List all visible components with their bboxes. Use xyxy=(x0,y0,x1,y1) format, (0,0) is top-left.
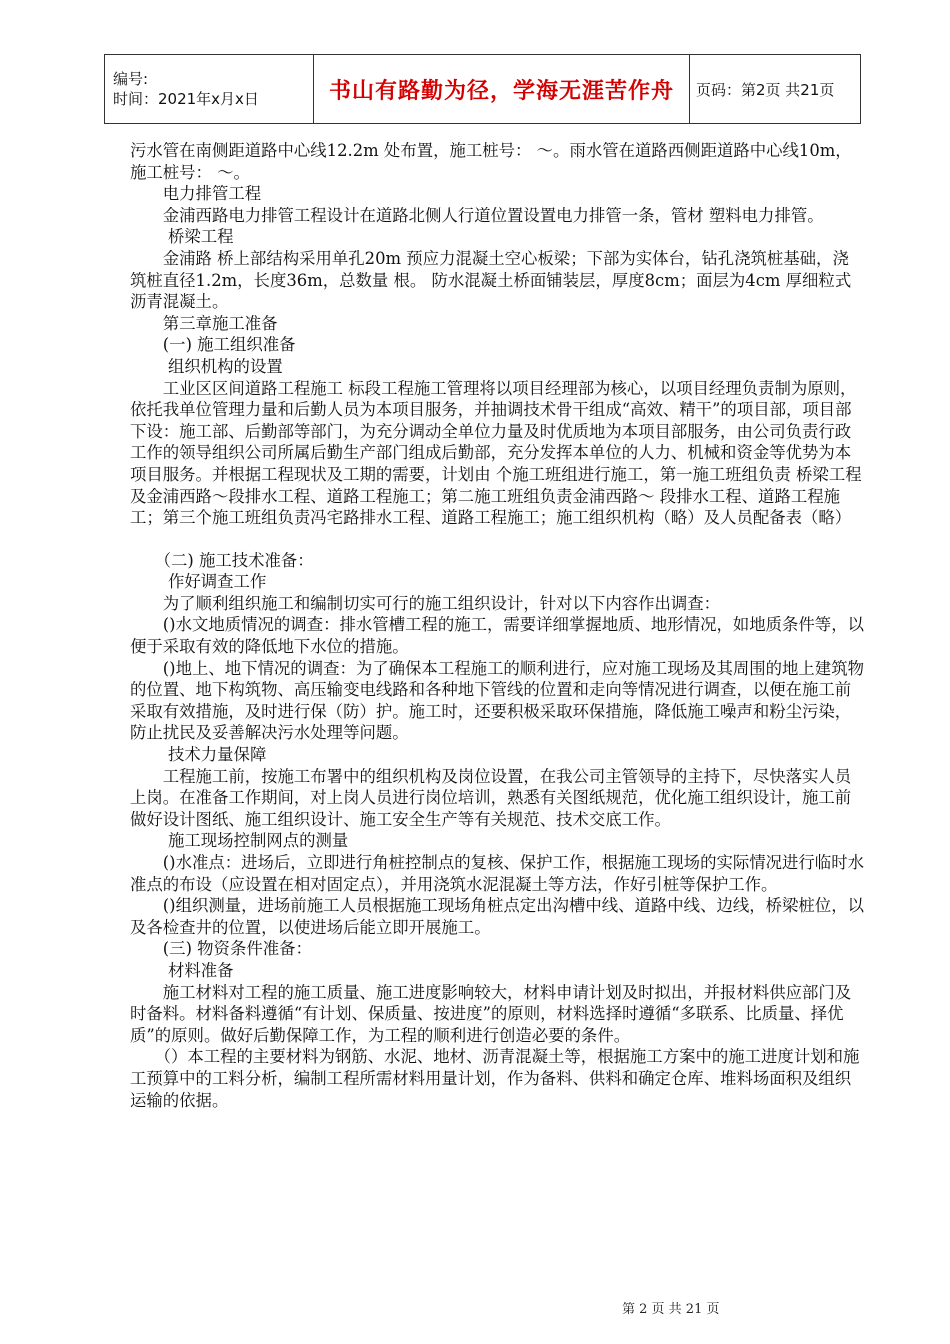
paragraph: 金浦西路电力排管工程设计在道路北侧人行道位置设置电力排管一条，管材 塑料电力排管。 xyxy=(130,205,824,225)
section-heading: 作好调查工作 xyxy=(130,572,267,592)
header-motto: 书山有路勤为径，学海无涯苦作舟 xyxy=(314,55,690,124)
section-heading: 桥梁工程 xyxy=(130,227,234,247)
document-time-label: 时间：2021年x月x日 xyxy=(113,90,259,108)
document-number-label: 编号: xyxy=(113,70,149,88)
paragraph: 为了顺利组织施工和编制切实可行的施工组织设计，针对以下内容作出调查： xyxy=(130,593,721,613)
header-meta-cell xyxy=(105,55,314,124)
section-heading: （二) 施工技术准备： xyxy=(130,550,314,570)
paragraph: 金浦路 桥上部结构采用单孔20m 预应力混凝土空心板梁；下部为实体台，钻孔浇筑桩基础，浇筑桩直径1.2m，长度36m，总数量 根。 防水混凝土桥面铺装层，厚度8cm；面层为4cm 厚细粒式沥青混凝土。 xyxy=(130,248,852,312)
section-heading: 施工现场控制网点的测量 xyxy=(130,831,349,851)
page-header-table xyxy=(104,54,861,124)
paragraph: 工业区区间道路工程施工 标段工程施工管理将以项目经理部为核心，以项目经理负责制为原则，依托我单位管理力量和后勤人员为本项目服务，并抽调技术骨干组成“高效、精干”的项目部，项目部下设：施工部、后勤部等部门，为充分调动全单位力量及时优质地为本项目部服务，由公司负责行政工作的领导组织公司所属后勤生产部门组成后勤部，充分发挥本单位的人力、机械和资金等优势为本项目服务。并根据工程现状及工期的需要，计划由 个施工班组进行施工，第一施工班组负责 桥梁工程及金浦西路～段排水工程、道路工程施工；第二施工班组负责金浦西路～ 段排水工程、道路工程施工；第三个施工班组负责冯宅路排水工程、道路工程施工；施工组织机构（略）及人员配备表（略） xyxy=(130,378,862,528)
paragraph: 污水管在南侧距道路中心线12.2m 处布置，施工桩号： ～。雨水管在道路西侧距道路中心线10m，施工桩号： ～。 xyxy=(130,141,852,182)
paragraph: ()水文地质情况的调查：排水管槽工程的施工，需要详细掌握地质、地形情况，如地质条件等，以便于采取有效的降低地下水位的措施。 xyxy=(130,615,864,657)
paragraph: ()地上、地下情况的调查：为了确保本工程施工的顺利进行，应对施工现场及其周围的地上建筑物的位置、地下构筑物、高压输变电线路和各种地下管线的位置和走向等情况进行调查，以便在施工前采取有效措施，及时进行保（防）护。施工时，还要积极采取环保措施，降低施工噪声和粉尘污染，防止扰民及妥善解决污水处理等问题。 xyxy=(130,658,864,743)
section-heading: 组织机构的设置 xyxy=(130,356,283,376)
paragraph: ()组织测量，进场前施工人员根据施工现场角桩点定出沟槽中线、道路中线、边线，桥梁桩位，以及各检查井的位置，以使进场后能立即开展施工。 xyxy=(130,896,864,937)
section-heading: (三) 物资条件准备： xyxy=(130,939,312,959)
paragraph: 施工材料对工程的施工质量、施工进度影响较大，材料申请计划及时拟出，并报材料供应部门及时备料。材料备料遵循“有计划、保质量、按进度”的原则，材料选择时遵循“多联系、比质量、择优质”的原则。做好后勤保障工作，为工程的顺利进行创造必要的条件。 xyxy=(130,982,852,1045)
section-heading: 材料准备 xyxy=(130,960,234,980)
document-body xyxy=(130,140,865,1111)
chapter-heading: 第三章施工准备 xyxy=(130,313,278,333)
paragraph: ()水准点：进场后，立即进行角桩控制点的复核、保护工作，根据施工现场的实际情况进行临时水准点的布设（应设置在相对固定点），并用浇筑水泥混凝土等方法，作好引桩等保护工作。 xyxy=(130,853,864,894)
blank-line xyxy=(130,529,865,550)
paragraph: （）本工程的主要材料为钢筋、水泥、地材、沥青混凝土等，根据施工方案中的施工进度计划和施工预算中的工料分析，编制工程所需材料用量计划，作为备料、供料和确定仓库、堆料场面积及组织运输的依据。 xyxy=(130,1047,860,1110)
paragraph: 工程施工前，按施工布署中的组织机构及岗位设置，在我公司主管领导的主持下，尽快落实人员上岗。在准备工作期间，对上岗人员进行岗位培训，熟悉有关图纸规范，优化施工组织设计，施工前做好设计图纸、施工组织设计、施工安全生产等有关规范、技术交底工作。 xyxy=(130,766,852,829)
section-heading: 技术力量保障 xyxy=(130,745,267,765)
header-page-info: 页码：第2页 共21页 xyxy=(690,55,861,124)
section-heading: 电力排管工程 xyxy=(130,184,262,204)
page-footer: 第 2 页 共 21 页 xyxy=(622,1302,720,1317)
section-heading: (一) 施工组织准备 xyxy=(130,335,296,355)
